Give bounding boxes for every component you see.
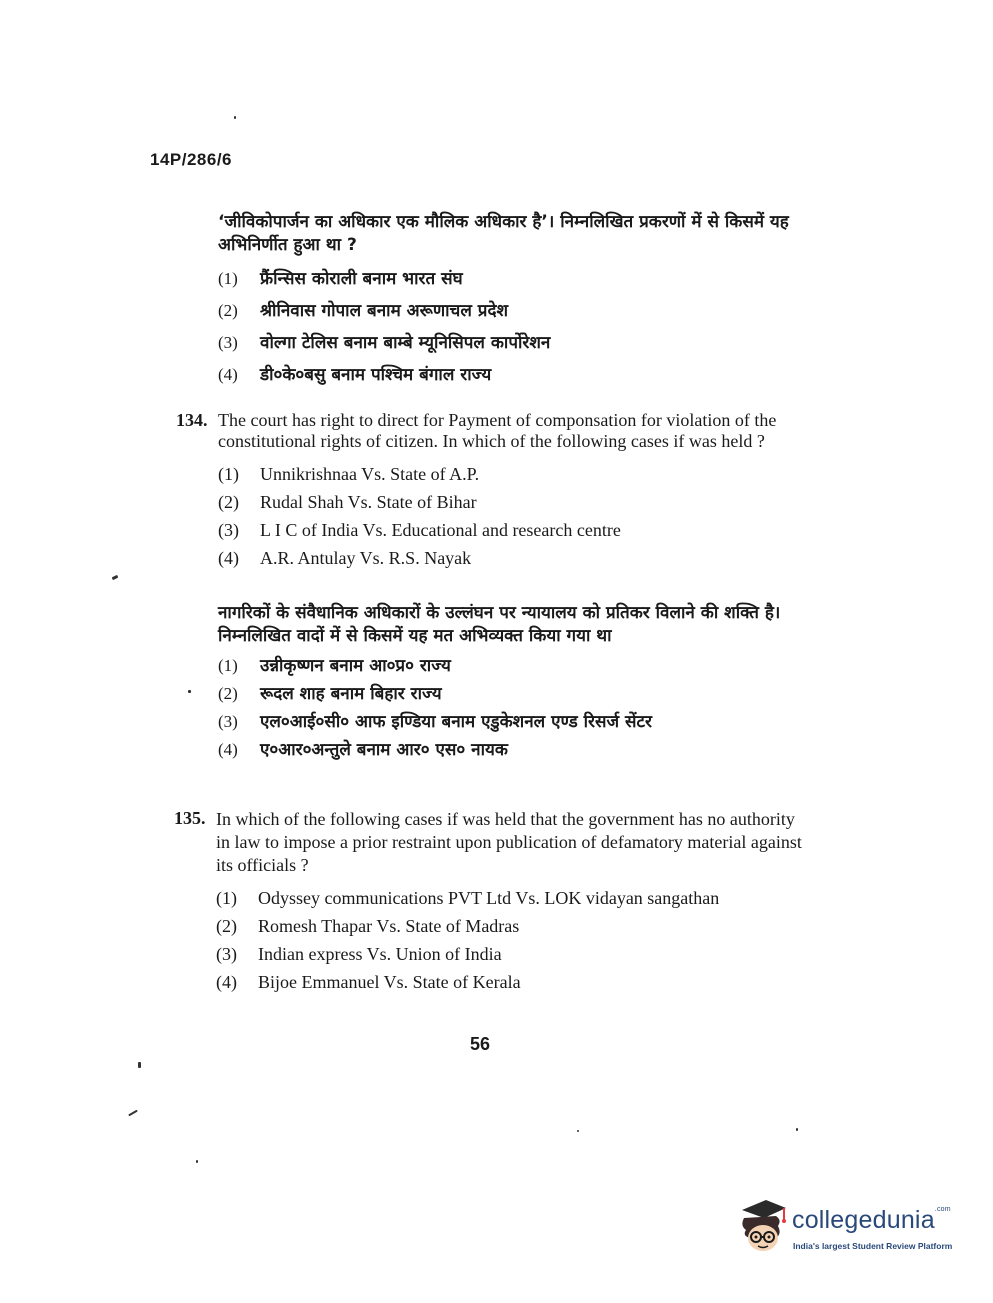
option-number: (2)	[218, 301, 238, 320]
scan-speck	[577, 1130, 579, 1132]
option-2[interactable]	[218, 680, 808, 708]
question-134	[176, 410, 808, 572]
option-text: Romesh Thapar Vs. State of Madras	[258, 916, 520, 936]
option-text: Unnikrishnaa Vs. State of A.P.	[260, 464, 480, 484]
option-number: (4)	[218, 548, 239, 568]
question-stem: ‘जीविकोपार्जन का अधिकार एक मौलिक अधिकार है’। निम्नलिखित प्रकरणों में से किसमें यह अभिनिर्णीत हुआ था ?	[218, 212, 789, 255]
option-text: ए०आर०अन्तुले बनाम आर० एस० नायक	[260, 740, 508, 760]
scan-speck	[128, 1110, 138, 1117]
page-code: 14P/286/6	[150, 150, 233, 169]
options-list	[218, 263, 808, 391]
question-134-hindi	[218, 602, 808, 764]
scan-speck	[138, 1062, 141, 1068]
option-number: (3)	[218, 333, 238, 352]
option-number: (4)	[216, 972, 237, 992]
scan-speck	[112, 575, 119, 580]
question-133-hindi	[218, 211, 808, 391]
option-2[interactable]	[218, 295, 808, 327]
option-text: रूदल शाह बनाम बिहार राज्य	[260, 684, 442, 704]
scan-speck	[796, 1128, 798, 1131]
option-text: A.R. Antulay Vs. R.S. Nayak	[260, 548, 472, 568]
option-1[interactable]	[218, 652, 808, 680]
option-number: (1)	[216, 888, 237, 908]
option-number: (1)	[218, 656, 238, 675]
option-3[interactable]	[218, 327, 808, 359]
option-number: (1)	[218, 464, 239, 484]
option-text: वोल्गा टेलिस बनाम बाम्बे म्यूनिसिपल कार्पोरेशन	[260, 333, 551, 353]
option-text: Odyssey communications PVT Ltd Vs. LOK vidayan sangathan	[258, 888, 720, 908]
options-list	[218, 460, 808, 572]
brand-tagline: India's largest Student Review Platform	[793, 1241, 953, 1251]
option-3[interactable]	[218, 516, 808, 544]
question-135	[174, 808, 808, 996]
option-number: (4)	[218, 740, 238, 759]
option-4[interactable]	[218, 544, 808, 572]
options-list	[216, 884, 808, 996]
option-4[interactable]	[218, 736, 808, 764]
options-list	[218, 652, 808, 764]
question-number: 134.	[176, 410, 208, 430]
option-2[interactable]	[216, 912, 808, 940]
option-text: Indian express Vs. Union of India	[258, 944, 502, 964]
option-1[interactable]	[218, 460, 808, 488]
option-3[interactable]	[218, 708, 808, 736]
scan-speck	[234, 116, 236, 119]
option-1[interactable]	[216, 884, 808, 912]
option-number: (2)	[218, 492, 239, 512]
option-number: (3)	[218, 712, 238, 731]
option-number: (2)	[218, 684, 238, 703]
option-4[interactable]	[216, 968, 808, 996]
option-number: (2)	[216, 916, 237, 936]
collegedunia-watermark	[736, 1196, 966, 1258]
option-number: (1)	[218, 269, 238, 288]
option-3[interactable]	[216, 940, 808, 968]
scan-speck	[196, 1160, 198, 1163]
option-number: (4)	[218, 365, 238, 384]
option-text: उन्नीकृष्णन बनाम आ०प्र० राज्य	[260, 656, 451, 676]
option-1[interactable]	[218, 263, 808, 295]
option-4[interactable]	[218, 359, 808, 391]
option-text: Bijoe Emmanuel Vs. State of Kerala	[258, 972, 521, 992]
option-text: डी०के०बसु बनाम पश्चिम बंगाल राज्य	[260, 365, 492, 385]
option-text: Rudal Shah Vs. State of Bihar	[260, 492, 477, 512]
graduate-mascot-icon	[736, 1196, 790, 1254]
option-number: (3)	[218, 520, 239, 540]
option-text: श्रीनिवास गोपाल बनाम अरूणाचल प्रदेश	[260, 301, 509, 321]
option-text: एल०आई०सी० आफ इण्डिया बनाम एडुकेशनल एण्ड रिसर्ज सेंटर	[260, 712, 652, 732]
option-text: L I C of India Vs. Educational and research centre	[260, 520, 621, 540]
question-stem: The court has right to direct for Payment of componsation for violation of the constitutional rights of citizen. In which of the following cases if was held ?	[218, 410, 777, 451]
option-2[interactable]	[218, 488, 808, 516]
option-number: (3)	[216, 944, 237, 964]
page-number: 56	[470, 1034, 491, 1054]
option-text: फ्रैंन्सिस कोराली बनाम भारत संघ	[260, 269, 463, 289]
question-number: 135.	[174, 808, 206, 828]
question-stem: In which of the following cases if was held that the government has no authority in law to impose a prior restraint upon publication of defamatory material against its officials ?	[216, 809, 802, 875]
scan-speck	[188, 690, 191, 693]
question-stem: नागरिकों के संवैधानिक अधिकारों के उल्लंघन पर न्यायालय को प्रतिकर विलाने की शक्ति है। निम्नलिखित वादों में से किसमें यह मत अभिव्यक्त किया गया था	[218, 603, 781, 646]
brand-name: collegedunia$^{.com}$	[792, 1206, 951, 1234]
